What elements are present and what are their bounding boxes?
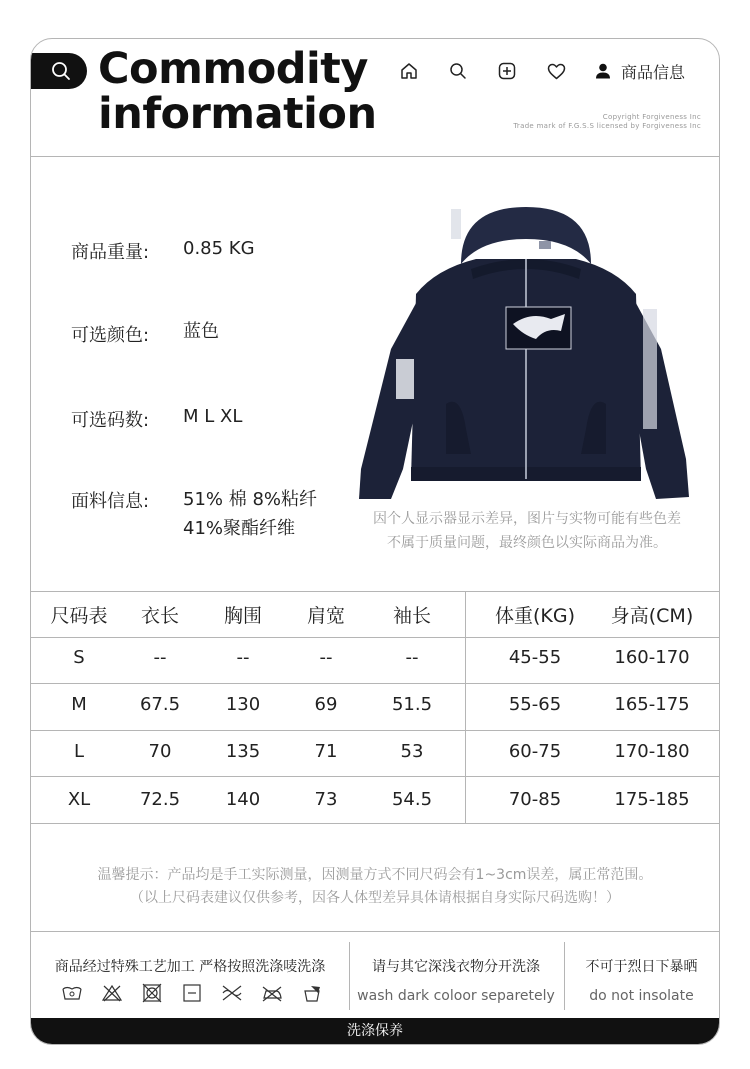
table-cell-sleeve: 53: [400, 741, 424, 762]
product-info-card: [30, 38, 720, 1045]
table-cell-sleeve: 51.5: [391, 694, 433, 715]
table-cell-shoulder: --: [319, 647, 333, 668]
title-line-1: Commodity: [98, 44, 368, 94]
sizes-value: M L XL: [183, 406, 243, 427]
table-row-border: [31, 776, 719, 777]
no-sun-exposure-subtitle: do not insolate: [589, 988, 694, 1004]
table-cell-size: S: [73, 647, 85, 668]
measurement-tip: 温馨提示：产品均是手工实际测量，因测量方式不同尺码会有1~3cm误差，属正常范围。: [97, 867, 653, 883]
table-cell-weight: 45-55: [508, 647, 562, 668]
fabric-label: 面料信息:: [71, 491, 150, 512]
plus-box-icon[interactable]: [495, 59, 519, 83]
header-divider: [31, 156, 719, 157]
table-row-border: [31, 730, 719, 731]
table-cell-height: 175-185: [614, 789, 690, 810]
home-icon[interactable]: [397, 59, 421, 83]
wash-separately-title: 请与其它深浅衣物分开洗涤: [372, 959, 540, 975]
table-cell-length: 72.5: [139, 789, 181, 810]
table-cell-length: --: [153, 647, 167, 668]
disclaimer-line-2: 不属于质量问题，最终颜色以实际商品为准。: [387, 535, 667, 551]
table-cell-weight: 60-75: [508, 741, 562, 762]
table-cell-size: XL: [67, 789, 91, 810]
no-iron-icon: [261, 983, 283, 1003]
table-header-height: 身高(CM): [610, 605, 694, 627]
table-header-chest: 胸围: [223, 605, 262, 627]
table-cell-length: 70: [148, 741, 172, 762]
table-cell-sleeve: 54.5: [391, 789, 433, 810]
user-icon: [595, 63, 611, 79]
sizes-label: 可选码数:: [71, 410, 150, 431]
user-menu[interactable]: [595, 60, 685, 83]
flat-dry-icon: [181, 983, 203, 1003]
no-wring-icon: [221, 983, 243, 1003]
table-row-border: [31, 683, 719, 684]
table-cell-weight: 70-85: [508, 789, 562, 810]
table-cell-chest: 140: [225, 789, 261, 810]
no-tumble-dry-icon: [141, 983, 163, 1003]
no-sun-exposure-title: 不可于烈日下暴晒: [585, 959, 698, 975]
table-cell-chest: 130: [225, 694, 261, 715]
user-menu-label: 商品信息: [621, 62, 686, 82]
heart-icon[interactable]: [544, 59, 568, 83]
copyright-notice: [513, 113, 701, 131]
size-advice: （以上尺码表建议仅供参考，因各人体型差异具体请根据自身实际尺码选购！）: [130, 890, 620, 906]
table-column-divider: [465, 591, 466, 823]
top-nav: [397, 59, 685, 83]
care-instruction-title: 商品经过特殊工艺加工 严格按照洗涤唛洗涤: [54, 959, 326, 975]
dry-clean-icon: [301, 983, 323, 1003]
table-top-border: [31, 591, 719, 592]
table-cell-height: 160-170: [614, 647, 690, 668]
no-sun-exposure: [564, 956, 719, 1004]
no-bleach-icon: [101, 983, 123, 1003]
color-disclaimer: [347, 507, 707, 555]
table-cell-size: M: [71, 694, 87, 715]
table-cell-height: 165-175: [614, 694, 690, 715]
table-cell-size: L: [73, 741, 85, 762]
table-header-sleeve: 袖长: [392, 605, 431, 627]
care-instruction: [31, 956, 349, 976]
wash-separately-subtitle: wash dark coloor separetely: [357, 988, 555, 1004]
table-header-length: 衣长: [140, 605, 179, 627]
table-cell-shoulder: 69: [314, 694, 338, 715]
color-label: 可选颜色:: [71, 325, 150, 346]
search-button[interactable]: [31, 53, 87, 89]
search-icon[interactable]: [446, 59, 470, 83]
fabric-line-1: 51% 棉 8%粘纤: [183, 489, 318, 510]
table-header-weight: 体重(KG): [494, 605, 575, 627]
table-cell-shoulder: 71: [314, 741, 338, 762]
weight-value: 0.85 KG: [183, 238, 255, 259]
wash-separately: [349, 956, 563, 1004]
table-cell-length: 67.5: [139, 694, 181, 715]
disclaimer-line-1: 因个人显示器显示差异，图片与实物可能有些色差: [373, 511, 681, 527]
search-icon: [51, 61, 71, 81]
color-value: 蓝色: [183, 321, 219, 342]
table-cell-weight: 55-65: [508, 694, 562, 715]
table-cell-sleeve: --: [405, 647, 419, 668]
table-cell-height: 170-180: [614, 741, 690, 762]
care-divider: [31, 931, 719, 932]
title-line-2: information: [98, 89, 377, 139]
table-header-shoulder: 肩宽: [306, 605, 345, 627]
table-cell-chest: 135: [225, 741, 261, 762]
table-cell-chest: --: [236, 647, 250, 668]
table-cell-shoulder: 73: [314, 789, 338, 810]
weight-label: 商品重量:: [71, 242, 150, 263]
care-icons: [61, 983, 341, 1003]
page-title: [98, 44, 377, 139]
copyright-line-1: Copyright Forgiveness Inc: [602, 113, 701, 121]
fabric-line-2: 41%聚酯纤维: [183, 518, 296, 539]
table-header-size: 尺码表: [50, 605, 108, 627]
fabric-value: [183, 485, 317, 543]
footer-bar: 洗涤保养: [31, 1018, 719, 1044]
table-bottom-border: [31, 823, 719, 824]
table-row-border: [31, 637, 719, 638]
copyright-line-2: Trade mark of F.G.S.S licensed by Forgiveness Inc: [513, 122, 701, 130]
hand-wash-icon: [61, 983, 83, 1003]
hoodie-image: [351, 199, 701, 509]
